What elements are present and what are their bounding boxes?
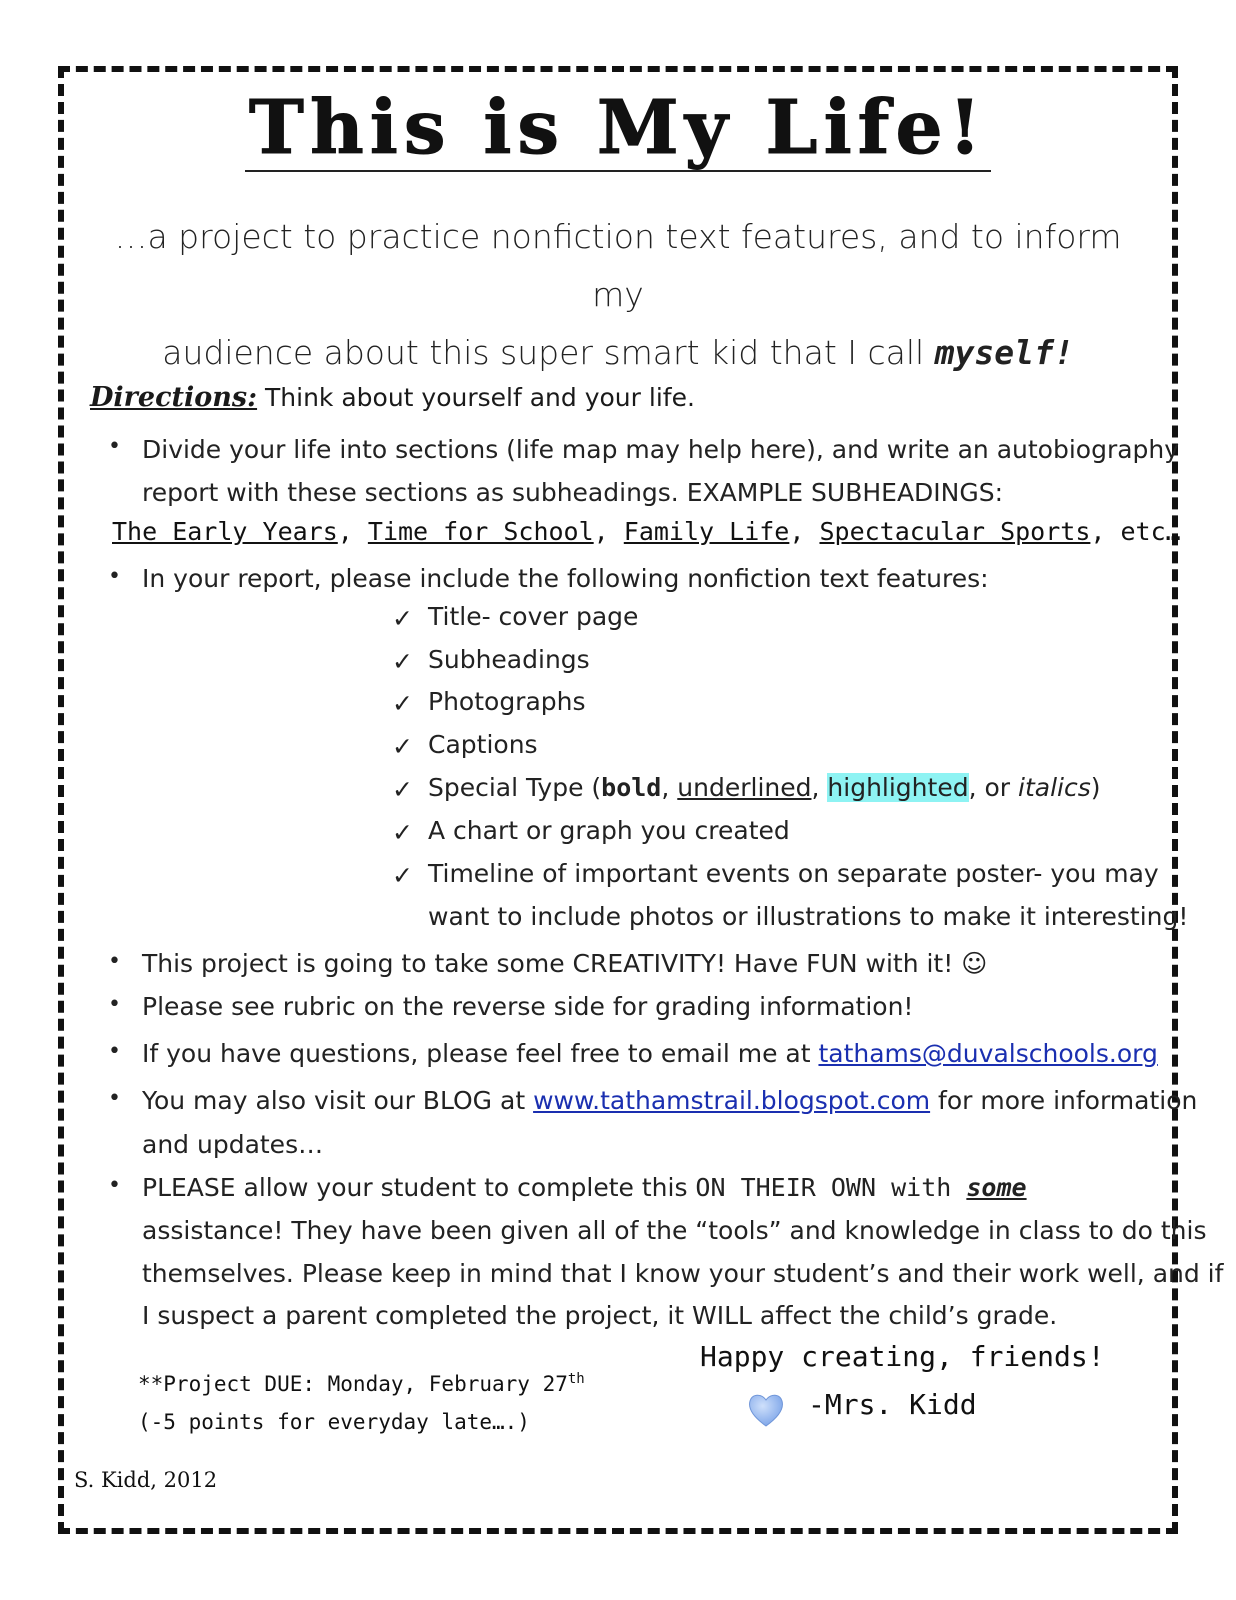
bullet-5-text: If you have questions, please feel free to email me at xyxy=(142,1039,819,1068)
signature: -Mrs. Kidd xyxy=(808,1388,977,1421)
bullet-4: Please see rubric on the reverse side for grading information! xyxy=(142,992,914,1021)
bullet-7-caps: ON THEIR OWN with xyxy=(695,1173,967,1202)
bullet-6-text: You may also visit our BLOG at xyxy=(142,1086,534,1115)
bullet-dot: • xyxy=(108,949,121,974)
subtitle-emphasis: myself! xyxy=(934,333,1074,372)
check-item-7-line-1: Timeline of important events on separate poster- you may xyxy=(428,859,1159,888)
bullet-6-line-2: and updates… xyxy=(142,1130,324,1159)
check-item-2: Subheadings xyxy=(428,645,590,674)
bullet-6-suffix: for more information xyxy=(930,1086,1198,1115)
directions-label: Directions: xyxy=(90,382,258,413)
bullet-7-line-2: assistance! They have been given all of the “tools” and knowledge in class to do this xyxy=(142,1216,1207,1245)
sep: , or xyxy=(968,773,1018,802)
check-icon: ✓ xyxy=(392,604,413,633)
check-icon: ✓ xyxy=(392,732,413,761)
blog-link[interactable]: www.tathamstrail.blogspot.com xyxy=(533,1086,931,1115)
special-type-bold: bold xyxy=(601,773,662,802)
bullet-3: This project is going to take some CREATIVITY! Have FUN with it! ☺ xyxy=(142,949,988,978)
bullet-5 xyxy=(142,1033,1158,1075)
bullet-dot: • xyxy=(108,992,121,1017)
title-container xyxy=(0,85,1236,172)
bullet-dot: • xyxy=(108,1173,121,1198)
copyright-credit: S. Kidd, 2012 xyxy=(70,1468,221,1492)
check-item-5 xyxy=(428,773,1101,802)
due-date-line xyxy=(138,1360,585,1403)
example-subheadings xyxy=(112,517,1181,546)
bullet-7-line-3: themselves. Please keep in mind that I know your student’s and their work well, and if xyxy=(142,1259,1224,1288)
check-item-3: Photographs xyxy=(428,687,586,716)
due-date-ordinal: th xyxy=(567,1371,585,1387)
closing-line: Happy creating, friends! xyxy=(700,1340,1105,1373)
bullet-1-line-2: report with these sections as subheadings. EXAMPLE SUBHEADINGS: xyxy=(142,478,1004,507)
subtitle-line-2-text: audience about this super smart kid that I call xyxy=(162,333,935,372)
check-item-1: Title- cover page xyxy=(428,602,639,631)
due-date-note xyxy=(138,1360,585,1441)
example-1: The Early Years xyxy=(112,517,338,546)
bullet-6-line-1 xyxy=(142,1080,1197,1122)
bullet-1-line-1: Divide your life into sections (life map may help here), and write an autobiography xyxy=(142,435,1180,464)
bullet-dot: • xyxy=(108,564,121,589)
late-penalty: (-5 points for everyday late….) xyxy=(138,1410,530,1434)
bullet-2: In your report, please include the following nonfiction text features: xyxy=(142,564,989,593)
heart-icon xyxy=(746,1390,786,1430)
example-tail: , etc… xyxy=(1090,517,1181,546)
subtitle-line-2 xyxy=(110,324,1126,382)
example-4: Spectacular Sports xyxy=(819,517,1091,546)
sep: , xyxy=(661,773,678,802)
check-item-7-line-2: want to include photos or illustrations to make it interesting! xyxy=(428,902,1189,931)
check-item-4: Captions xyxy=(428,730,538,759)
check-icon: ✓ xyxy=(392,647,413,676)
email-link[interactable]: tathams@duvalschools.org xyxy=(818,1039,1158,1068)
due-date-text: **Project DUE: Monday, February 27 xyxy=(138,1372,568,1396)
special-type-highlighted: highlighted xyxy=(827,773,969,802)
subtitle-line-1: …a project to practice nonfiction text features, and to inform my xyxy=(114,217,1122,314)
bullet-7-text: PLEASE allow your student to complete this xyxy=(142,1173,696,1202)
example-3: Family Life xyxy=(623,517,790,546)
bullet-dot: • xyxy=(108,1086,121,1111)
check-icon: ✓ xyxy=(392,775,413,804)
subtitle xyxy=(110,208,1126,382)
special-type-underlined: underlined xyxy=(677,773,812,802)
check-icon: ✓ xyxy=(392,861,413,890)
check-item-6: A chart or graph you created xyxy=(428,816,790,845)
bullet-7-emphasis: some xyxy=(966,1173,1027,1202)
special-type-close: ) xyxy=(1090,773,1101,802)
sep: , xyxy=(811,773,828,802)
check-icon: ✓ xyxy=(392,689,413,718)
sep: , xyxy=(337,517,368,546)
bullet-dot: • xyxy=(108,1039,121,1064)
directions-heading xyxy=(90,378,695,418)
check-icon: ✓ xyxy=(392,818,413,847)
special-type-italics: italics xyxy=(1018,773,1091,802)
example-2: Time for School xyxy=(367,517,594,546)
sep: , xyxy=(789,517,820,546)
bullet-dot: • xyxy=(108,434,121,459)
bullet-7-line-4: I suspect a parent completed the project, it WILL affect the child’s grade. xyxy=(142,1301,1058,1330)
bullet-7-line-1 xyxy=(142,1167,1027,1209)
special-type-prefix: Special Type ( xyxy=(428,773,602,802)
page-title: This is My Life! xyxy=(245,88,991,172)
directions-intro: Think about yourself and your life. xyxy=(257,383,695,412)
sep: , xyxy=(593,517,624,546)
